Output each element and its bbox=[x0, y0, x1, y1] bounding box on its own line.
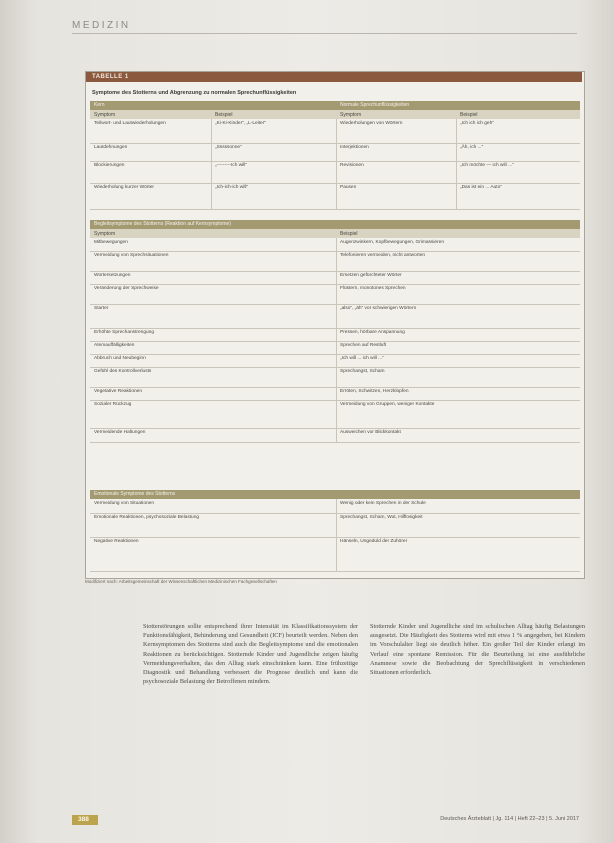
section-header-emotional: Emotionale Symptome des Stotterns bbox=[90, 490, 580, 499]
table-cell: Vermeidende Haltungen bbox=[94, 430, 146, 435]
table-row bbox=[90, 238, 580, 252]
table-cell: Mitbewegungen bbox=[94, 240, 128, 245]
column-divider bbox=[336, 183, 337, 209]
column-divider bbox=[336, 354, 337, 367]
column-divider bbox=[336, 161, 337, 183]
table-row bbox=[90, 354, 580, 368]
table-cell: Ausweichen vor Blickkontakt bbox=[340, 430, 401, 435]
table-cell: Starter bbox=[94, 306, 109, 311]
table-cell: „Äh, ich ...“ bbox=[460, 145, 484, 150]
table-row bbox=[90, 161, 580, 184]
table-cell: Vermeidung von Sprechsituationen bbox=[94, 253, 169, 258]
table-cell: Atemauffälligkeiten bbox=[94, 343, 135, 348]
column-divider bbox=[211, 119, 212, 143]
table-cell: Hänseln, Ungeduld der Zuhörer bbox=[340, 539, 408, 544]
column-divider bbox=[336, 238, 337, 251]
table-cell: Vermeidung von Gruppen, weniger Kontakte bbox=[340, 402, 435, 407]
table-row bbox=[90, 537, 580, 572]
table-cell: Erhöhte Sprechanstrengung bbox=[94, 330, 155, 335]
table-tag: TABELLE 1 bbox=[86, 72, 582, 82]
column-divider bbox=[336, 271, 337, 284]
table-cell: Negative Reaktionen bbox=[94, 539, 139, 544]
table-cell: Blockierungen bbox=[94, 163, 125, 168]
column-divider bbox=[456, 143, 457, 161]
column-divider bbox=[336, 341, 337, 354]
page-number-badge: 388 bbox=[72, 815, 98, 825]
table-row bbox=[90, 304, 580, 329]
table-cell: Telefonieren vermeiden, nicht antworten bbox=[340, 253, 426, 258]
table-row bbox=[90, 387, 580, 401]
column-divider bbox=[211, 161, 212, 183]
table-cell: Augenzwinkern, Kopfbewegungen, Grimassieren bbox=[340, 240, 444, 245]
column-divider bbox=[336, 119, 337, 143]
column-divider bbox=[336, 428, 337, 442]
table-cell: „Das ist ein ... Auto“ bbox=[460, 185, 502, 190]
table-cell: Revisionen bbox=[340, 163, 364, 168]
column-divider bbox=[336, 328, 337, 341]
table-cell: „Ich ich ich geh“ bbox=[460, 121, 494, 126]
column-divider bbox=[336, 251, 337, 271]
table-row bbox=[90, 251, 580, 272]
table-row bbox=[90, 499, 580, 514]
column-divider bbox=[336, 537, 337, 571]
section-header-secondary: Begleitsymptome des Stotterns (Reaktion auf Kernsymptome) bbox=[90, 220, 580, 229]
table-row bbox=[90, 513, 580, 538]
column-divider bbox=[336, 513, 337, 537]
column-divider bbox=[336, 400, 337, 428]
table-title: Symptome des Stotterns und Abgrenzung zu normalen Sprechunflüssigkeiten bbox=[92, 90, 297, 96]
table-cell: Abbruch und Neubeginn bbox=[94, 356, 146, 361]
table-row bbox=[90, 143, 580, 162]
column-divider bbox=[336, 367, 337, 387]
journal-citation: Deutsches Ärzteblatt | Jg. 114 | Heft 22–23 | 5. Juni 2017 bbox=[440, 816, 579, 822]
table-cell: Pausen bbox=[340, 185, 357, 190]
table-cell: Sozialer Rückzug bbox=[94, 402, 132, 407]
column-header-core: Symptom Beispiel Symptom Beispiel bbox=[90, 110, 580, 119]
table-row bbox=[90, 428, 580, 443]
table-row bbox=[90, 119, 580, 144]
table-cell: „Ich möchte — ich will ...“ bbox=[460, 163, 514, 168]
table-row bbox=[90, 367, 580, 388]
table-footnote: Modifiziert nach: Arbeitsgemeinschaft der Wissenschaftlichen Medizinischen Fachgesellschaften bbox=[85, 579, 277, 584]
table-cell: Teilwort- und Lautwiederholungen bbox=[94, 121, 166, 126]
column-header-secondary: Symptom Beispiel bbox=[90, 229, 580, 238]
table-cell: „Ki-Ki-Kinder“, „L-Leiter“ bbox=[215, 121, 266, 126]
column-divider bbox=[211, 183, 212, 209]
table-row bbox=[90, 400, 580, 429]
column-divider bbox=[456, 161, 457, 183]
column-divider bbox=[336, 143, 337, 161]
table-cell: „---------Ich will“ bbox=[215, 163, 247, 168]
table-row bbox=[90, 328, 580, 342]
table-cell: Gefühl des Kontrollverlusts bbox=[94, 369, 152, 374]
table-cell: Veränderung der Sprechweise bbox=[94, 286, 159, 291]
table-box bbox=[85, 71, 585, 579]
table-cell: Vermeidung von Situationen bbox=[94, 501, 155, 506]
table-cell: Wortersetzungen bbox=[94, 273, 131, 278]
column-divider bbox=[336, 387, 337, 400]
column-divider bbox=[336, 499, 337, 513]
column-divider bbox=[456, 119, 457, 143]
table-cell: „also“, „äh“ vor schwierigen Wörtern bbox=[340, 306, 417, 311]
table-cell: „Ich will ... ich will ...“ bbox=[340, 356, 384, 361]
section-divider bbox=[72, 33, 577, 34]
table-cell: Wenig oder kein Sprechen in der Schule bbox=[340, 501, 426, 506]
table-cell: Emotionale Reaktionen, psychosoziale Belastung bbox=[94, 515, 200, 520]
section-header-core: Kern Normale Sprechunflüssigkeiten bbox=[90, 101, 580, 110]
table-cell: Lautdehnungen bbox=[94, 145, 128, 150]
table-cell: Sprechangst, Scham bbox=[340, 369, 385, 374]
table-row bbox=[90, 183, 580, 210]
table-cell: „Ich-ich-ich will“ bbox=[215, 185, 249, 190]
table-cell: Vegetative Reaktionen bbox=[94, 389, 143, 394]
table-cell: Pressen, hörbare Anspannung bbox=[340, 330, 405, 335]
table-row bbox=[90, 341, 580, 355]
table-cell: Wiederholungen von Wörtern bbox=[340, 121, 403, 126]
column-divider bbox=[336, 304, 337, 328]
table-row bbox=[90, 284, 580, 305]
column-divider bbox=[336, 284, 337, 304]
table-cell: Flüstern, monotones Sprechen bbox=[340, 286, 406, 291]
table-cell: Sprechen auf Restluft bbox=[340, 343, 387, 348]
table-cell: Erröten, Schwitzen, Herzklopfen bbox=[340, 389, 409, 394]
body-column-left: Stotterstörungen sollte entsprechend ihrer Intensität im Klassifikationssystem der Funktionsfähigkeit, Behinderung und Gesundheit (ICF) beurteilt werden. Neben den Kernsymptomen des Stotterns sind auch die Begleitsymptome und die emotionalen Reaktionen zu berücksichtigen. Stotternde Kinder und Jugendliche zeigen häufig Vermeidungsverhalten, das den Alltag stark einschränken kann. Eine frühzeitige Diagnostik und Behandlung verbessert die Prognose deutlich und kann die psychosoziale Belastung der Betroffenen mindern. bbox=[143, 623, 358, 686]
column-divider bbox=[211, 143, 212, 161]
body-column-right: Stotternde Kinder und Jugendliche sind im schulischen Alltag häufig Belastungen ausgesetzt. Die Häufigkeit des Stotterns wird mit etwa 1 % angegeben, bei Kindern im Vorschulalter liegt sie deutlich höher. Ein großer Teil der Kinder erlangt im Verlauf eine spontane Remission. Für die Beurteilung ist eine ausführliche Anamnese sowie die Beobachtung der Sprechflüssigkeit in verschiedenen Situationen erforderlich. bbox=[370, 623, 585, 677]
column-divider bbox=[456, 183, 457, 209]
table-cell: Interjektionen bbox=[340, 145, 369, 150]
table-cell: Ersetzen gefürchteter Wörter bbox=[340, 273, 402, 278]
table-row bbox=[90, 271, 580, 285]
table-cell: „Sssssonne“ bbox=[215, 145, 242, 150]
section-label: MEDIZIN bbox=[72, 20, 131, 31]
table-cell: Sprechangst, Scham, Wut, Hilflosigkeit bbox=[340, 515, 423, 520]
table-cell: Wiederholung kurzer Wörter bbox=[94, 185, 154, 190]
